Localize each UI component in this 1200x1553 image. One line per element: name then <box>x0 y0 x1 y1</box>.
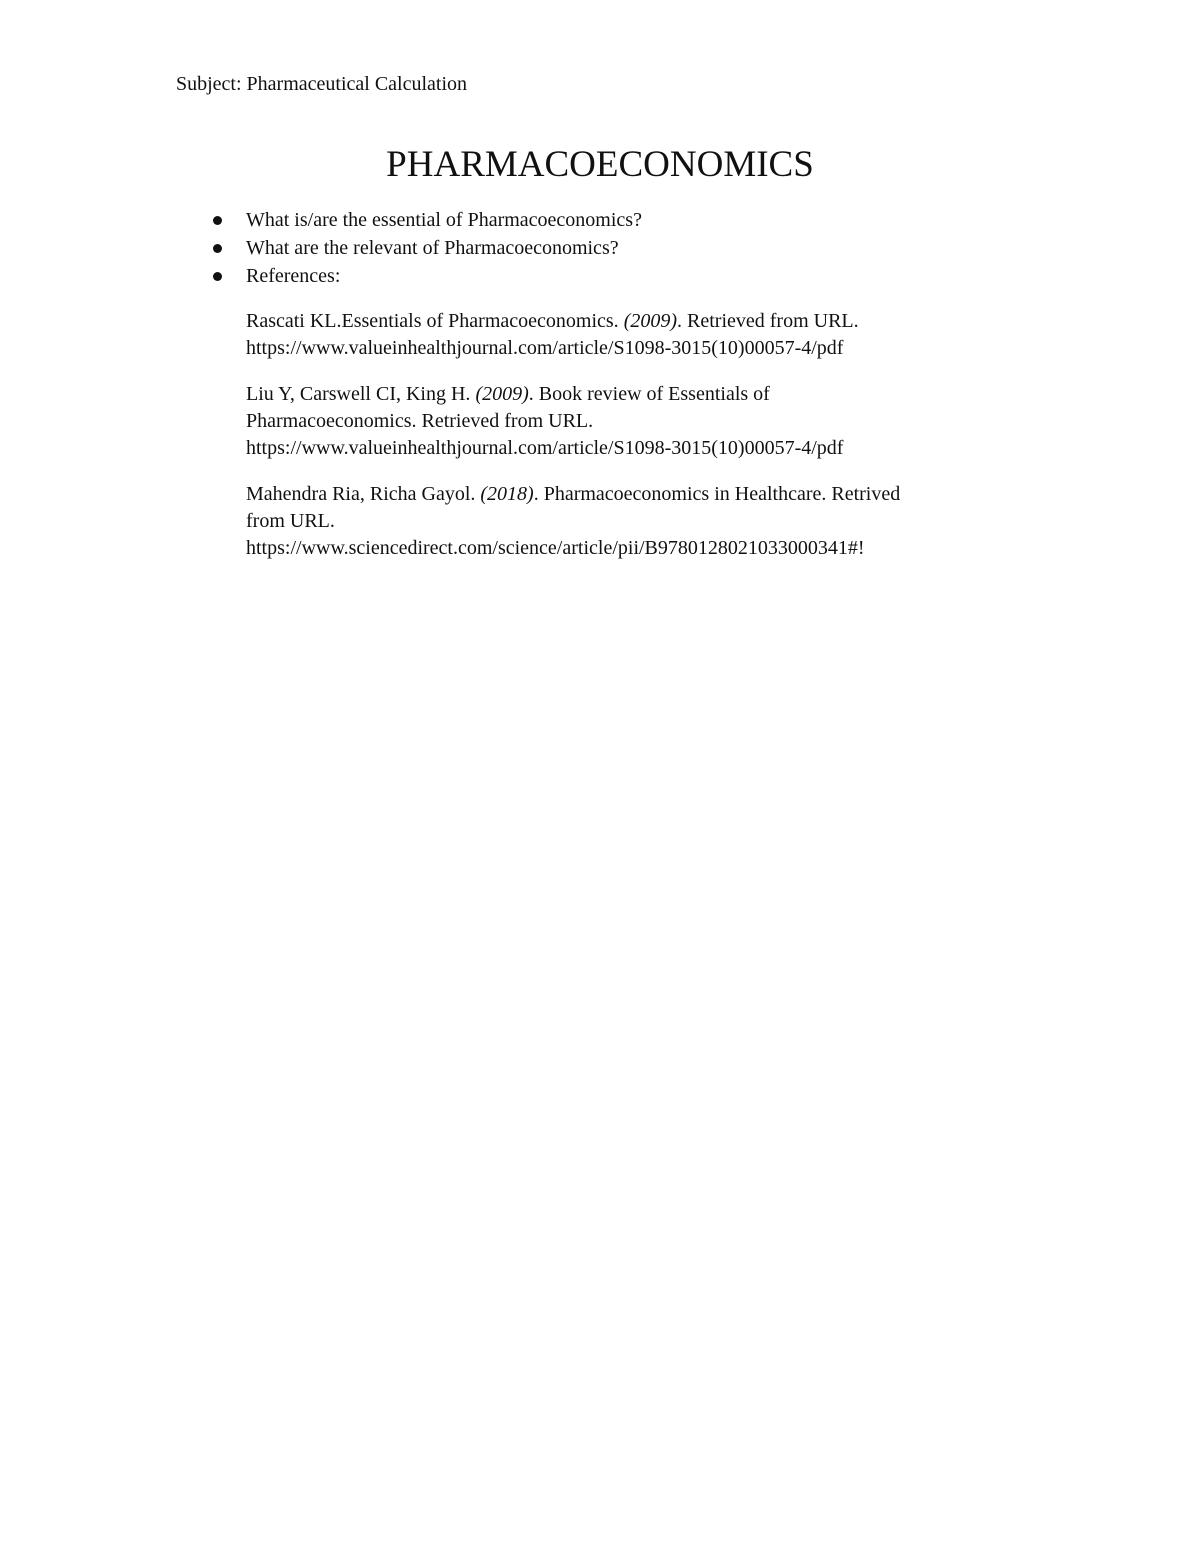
bullet-icon <box>213 244 222 253</box>
reference-authors: Mahendra Ria, Richa Gayol. <box>246 483 481 505</box>
reference-source: . Book review of Essentials of <box>528 383 770 405</box>
subject-line: Subject: Pharmaceutical Calculation <box>176 73 468 95</box>
reference-year: (2009) <box>475 383 529 405</box>
document-title: PHARMACOECONOMICS <box>386 144 814 185</box>
reference-url[interactable]: https://www.valueinhealthjournal.com/article/S1098-3015(10)00057-4/pdf <box>246 437 844 459</box>
list-item-text: References: <box>246 265 341 287</box>
reference-year: (2018) <box>480 483 534 505</box>
reference-url[interactable]: https://www.sciencedirect.com/science/article/pii/B9780128021033000341#! <box>246 537 865 559</box>
reference-source: . Retrieved from URL. <box>677 310 859 332</box>
reference-entry <box>246 481 1046 562</box>
reference-citation-continued: from URL. <box>246 510 335 532</box>
reference-list <box>246 308 1046 581</box>
reference-citation <box>246 481 1046 508</box>
reference-citation <box>246 381 1046 408</box>
bullet-icon <box>213 272 222 281</box>
reference-authors: Rascati KL.Essentials of Pharmacoeconomics. <box>246 310 624 332</box>
reference-citation <box>246 308 1046 335</box>
reference-source: . Pharmacoeconomics in Healthcare. Retrived <box>533 483 901 505</box>
bullet-icon <box>213 216 222 225</box>
reference-year: (2009) <box>623 310 678 332</box>
reference-entry <box>246 381 1046 462</box>
list-item-text: What is/are the essential of Pharmacoeconomics? <box>246 209 642 231</box>
reference-url[interactable]: https://www.valueinhealthjournal.com/article/S1098-3015(10)00057-4/pdf <box>246 337 844 359</box>
reference-citation-continued: Pharmacoeconomics. Retrieved from URL. <box>246 410 594 432</box>
reference-entry <box>246 308 1046 362</box>
list-item-text: What are the relevant of Pharmacoeconomics? <box>246 237 619 259</box>
reference-authors: Liu Y, Carswell CI, King H. <box>246 383 476 405</box>
